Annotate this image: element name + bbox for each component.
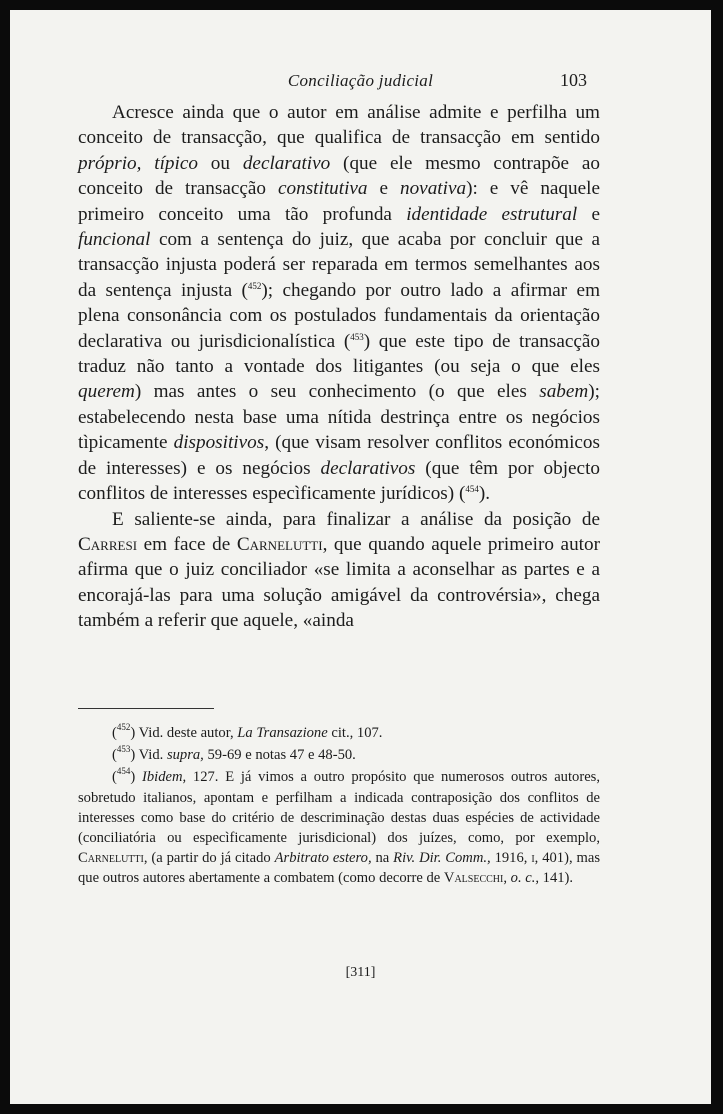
footnote-divider xyxy=(78,708,214,709)
main-text xyxy=(78,100,600,634)
page-number: 103 xyxy=(560,70,587,90)
author-name: Carresi xyxy=(78,533,138,555)
footnote-ref-453[interactable]: 453 xyxy=(350,331,364,342)
footnote-ref-452[interactable]: 452 xyxy=(247,280,262,291)
paragraph-2: E saliente-se ainda, para finalizar a análise da posição de Carresi em face de Carnelutti, que quando aquele primeiro autor afirma que o juiz conciliador «se limita a aconselhar as partes e a encorajá-las para uma solução amigável da controvérsia», chega também a referir que aquele, «ainda xyxy=(78,508,600,632)
author-name: Valsecchi xyxy=(443,870,504,887)
footnote-454: ($^{454}$) Ibidem, 127. E já vimos a outro propósito que numerosos outros autores, sobretudo italianos, apontam e perfilham a indicada contraposição dos conflitos de interesses como base do critério de descriminação destas duas espécies de actividade (conciliatória ou especìficamente jurisdicional) dos juízes, como, por exemplo, Carnelutti, (a partir do já citado Arbitrato estero, na Riv. Dir. Comm., 1916, i, 401), mas que outros autores abertamente a combatem (como decorre de Valsecchi, o. c., 141). xyxy=(78,766,601,887)
footnotes xyxy=(78,723,600,891)
running-title: Conciliação judicial xyxy=(287,71,434,90)
footnote-453: ($^{453}$) Vid. supra, 59-69 e notas 47 e 48-50. xyxy=(112,744,356,764)
author-name: Carnelutti xyxy=(236,533,323,555)
footnote-ref-454[interactable]: 454 xyxy=(465,484,479,495)
page-marker: [311] xyxy=(345,965,376,980)
footnote-452: ($^{452}$) Vid. deste autor, La Transazione cit., 107. xyxy=(112,722,383,741)
book-page xyxy=(10,10,711,1104)
author-name: Carnelutti xyxy=(78,850,144,867)
paragraph-1: Acresce ainda que o autor em análise admite e perfilha um conceito de transacção, que qualifica de transacção em sentido próprio, típico ou declarativo (que ele mesmo contrapõe ao conceito de transacção constitutiva e novativa): e vê naquele primeiro conceito uma tão profunda identidade estrutural e funcional com a sentença do juiz, que acaba por concluir que a transacção injusta poderá ser reparada em termos semelhantes aos da sentença injusta ($^{452}$); chegando por outro lado a afirmar em plena consonância com os postulados fundamentais da orientação declarativa ou jurisdicionalística ($^{453}$) que este tipo de transacção traduz não tanto a vontade dos litigantes (ou seja o que eles querem) mas antes o seu conhecimento (o que eles sabem); estabelecendo nesta base uma nítida destrinça entre os negócios tìpicamente dispositivos, (que visam resolver conflitos económicos de interesses) e os negócios declarativos (que têm por objecto conflitos de interesses especìficamente jurídicos) ($^{454}$). xyxy=(78,102,601,505)
